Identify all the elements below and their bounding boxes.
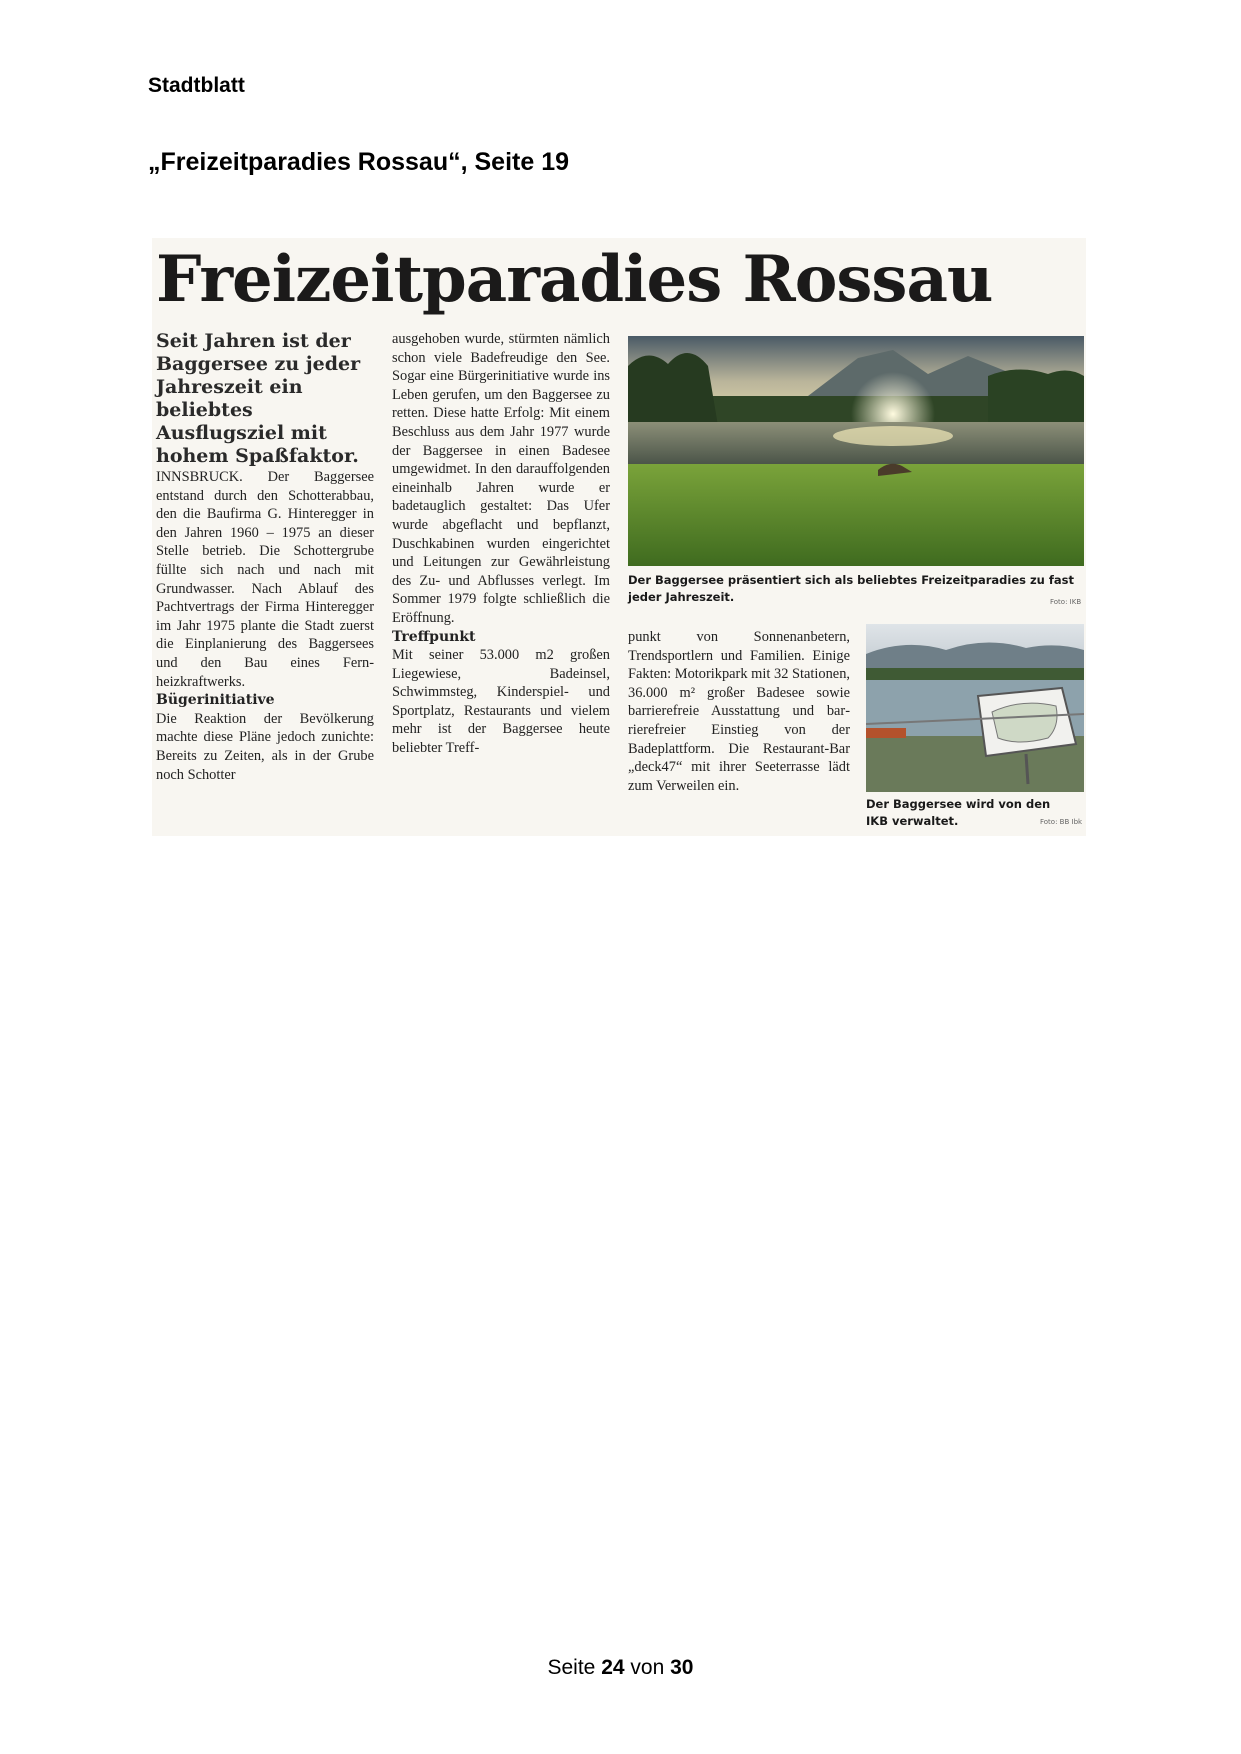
column-1-body: INNSBRUCK. Der Baggersee entstand durch den Schotterabbau, den die Baufirma G. Hinteregger in den Jahren 1960 – 1975 an dieser Stelle betrieb. Die Schottergrube füllte sich nach und nach mit Grundwasser. Nach Ablauf des Pachtvertrags der Firma Hinteregger im Jahr 1975 plante die Stadt zuerst die Einplanierung des Baggersees und den Bau eines Fernheizkraftwerks. — [156, 469, 374, 690]
page-footer — [0, 1656, 1241, 1680]
article-column-2 — [392, 330, 610, 758]
footer-prefix: Seite — [547, 1656, 596, 1679]
footer-mid: von — [630, 1656, 665, 1679]
current-page-number: 24 — [601, 1656, 625, 1679]
article-column-3 — [628, 628, 850, 795]
lake-sign-photo — [866, 624, 1084, 792]
publication-name: Stadtblatt — [148, 74, 245, 97]
column-2-body-continued: Mit seiner 53.000 m2 großen Liegewiese, Badeinsel, Schwimmsteg, Kinderspiel- und Sportplatz, Restaurants und vielem mehr ist der Baggersee heute beliebter Treff- — [392, 647, 610, 757]
photo-1-caption: Der Baggersee präsentiert sich als beliebtes Freizeitparadies zu fast jeder Jahreszeit. — [628, 573, 1074, 604]
lake-sunset-photo — [628, 336, 1084, 566]
article-lead: Seit Jahren ist der Baggersee zu jeder Jahreszeit ein beliebtes Ausflugsziel mit hohem Spaßfaktor. — [156, 330, 361, 467]
total-pages: 30 — [670, 1656, 694, 1679]
article-reference: „Freizeitparadies Rossau“, Seite 19 — [148, 148, 570, 176]
subhead-buergerinitiative: Bügerinitiative — [156, 692, 275, 709]
photo-2-credit: Foto: BB Ibk — [1040, 818, 1083, 826]
newspaper-clipping — [152, 238, 1086, 836]
subhead-treffpunkt: Treffpunkt — [392, 628, 476, 645]
column-3-body: punkt von Sonnenanbetern, Trendsportlern und Familien. Einige Fakten: Motorikpark mit 32 Stationen, 36.000 m² großer Badesee sowie barrierefreie Ausstattung und barrierefreier Einstieg von der Badeplattform. Die Restaurant-Bar „deck47“ mit ihrer Seeterrasse lädt zum Verweilen ein. — [628, 629, 850, 794]
photo-2-caption: Der Baggersee wird von den IKB verwaltet. — [866, 797, 1051, 828]
column-1-body-continued: Die Reaktion der Bevölkerung machte diese Pläne jedoch zunichte: Bereits zu Zeiten, als in der Grube noch Schotter — [156, 710, 374, 783]
article-column-1 — [156, 330, 374, 784]
photo-1-credit: Foto: IKB — [1050, 598, 1082, 606]
column-2-body: ausgehoben wurde, stürmten nämlich schon viele Badefreudige den See. Sogar eine Bürgerinitiative wurde ins Leben gerufen, um den Baggersee zu retten. Diese hatte Erfolg: Mit einem Beschluss aus dem Jahr 1977 wurde der Baggersee in einen Badesee umgewidmet. In den darauffolgenden eineinhalb Jahren wurde er badetauglich gestaltet: Das Ufer wurde abgeflacht und bepflanzt, Duschkabinen wurden eingerichtet und Leitungen zur Gewährleistung des Zu- und Abflusses verlegt. Im Sommer 1979 folgte schließlich die Eröffnung. — [392, 331, 610, 626]
article-headline: Freizeitparadies Rossau — [156, 242, 993, 317]
